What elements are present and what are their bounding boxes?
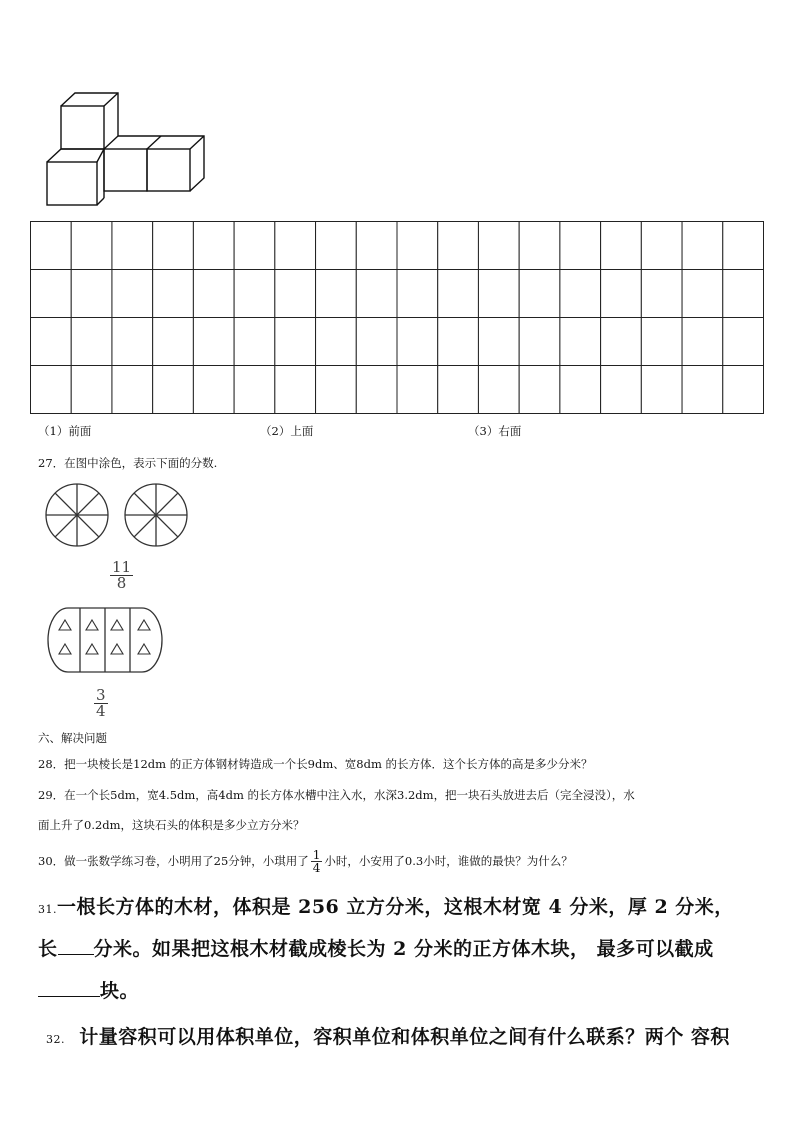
answer-blank-count[interactable]	[38, 979, 100, 997]
grid-cell[interactable]	[438, 366, 479, 414]
grid-cell[interactable]	[601, 222, 642, 270]
grid-cell[interactable]	[641, 318, 682, 366]
grid-cell[interactable]	[641, 270, 682, 318]
fraction-11-8	[110, 560, 133, 591]
grid-cell[interactable]	[682, 222, 723, 270]
section-heading: 六、解决问题	[38, 731, 107, 745]
view-label-top: （2）上面	[260, 424, 314, 438]
question-30-before: 30．做一张数学练习卷，小明用了25分钟，小琪用了	[38, 854, 309, 868]
grid-cell[interactable]	[519, 318, 560, 366]
grid-cell[interactable]	[112, 222, 153, 270]
view-label-right: （3）右面	[468, 424, 522, 438]
grid-cell[interactable]	[112, 318, 153, 366]
view-label-front: （1）前面	[38, 424, 92, 438]
grid-cell[interactable]	[71, 270, 112, 318]
question-31-line1	[38, 892, 734, 919]
grid-cell[interactable]	[560, 366, 601, 414]
answer-blank-length[interactable]	[58, 937, 94, 955]
grid-cell[interactable]	[193, 270, 234, 318]
grid-cell[interactable]	[275, 222, 316, 270]
grid-cell[interactable]	[560, 318, 601, 366]
grid-cell[interactable]	[601, 366, 642, 414]
grid-cell[interactable]	[356, 318, 397, 366]
grid-cell[interactable]	[478, 318, 519, 366]
question-27-text: 在图中涂色，表示下面的分数.	[64, 456, 218, 470]
question-31-text-1: 一根长方体的木材，体积是 256 立方分米，这根木材宽 4 分米，厚 2 分米，	[57, 896, 734, 918]
grid-cell[interactable]	[519, 270, 560, 318]
grid-cell[interactable]	[519, 366, 560, 414]
grid-cell[interactable]	[316, 366, 357, 414]
grid-cell[interactable]	[193, 222, 234, 270]
question-32	[46, 1022, 730, 1049]
circles-eighths	[44, 482, 194, 552]
fraction-3-4-denominator: 4	[96, 702, 106, 720]
grid-cell[interactable]	[682, 318, 723, 366]
fraction-1-4-denominator: 4	[312, 860, 321, 875]
fraction-1-4-numerator: 1	[312, 847, 321, 862]
grid-cell[interactable]	[31, 270, 72, 318]
grid-cell[interactable]	[275, 366, 316, 414]
grid-cell[interactable]	[153, 270, 194, 318]
circle-left[interactable]	[46, 484, 108, 546]
grid-cell[interactable]	[356, 366, 397, 414]
grid-cell[interactable]	[234, 222, 275, 270]
question-27-number: 27．	[38, 456, 65, 470]
grid-cell[interactable]	[71, 366, 112, 414]
grid-cell[interactable]	[560, 270, 601, 318]
question-32-number: 32.	[46, 1033, 65, 1046]
grid-cell[interactable]	[356, 222, 397, 270]
question-31-text-2a: 长	[38, 938, 58, 960]
grid-cell[interactable]	[397, 318, 438, 366]
grid-cell[interactable]	[112, 366, 153, 414]
grid-cell[interactable]	[153, 366, 194, 414]
fraction-1-4	[311, 849, 323, 874]
grid-cell[interactable]	[478, 366, 519, 414]
grid-cell[interactable]	[31, 366, 72, 414]
grid-cell[interactable]	[723, 222, 764, 270]
grid-cell[interactable]	[560, 222, 601, 270]
question-30-after: 小时，小安用了0.3小时，谁做的最快？为什么？	[324, 854, 573, 868]
question-27	[38, 455, 217, 471]
question-30	[38, 844, 573, 878]
grid-cell[interactable]	[234, 318, 275, 366]
question-29-line1: 29．在一个长5dm，宽4.5dm，高4dm 的长方体水槽中注入水，水深3.2dm，把一块石头放进去后（完全浸没），水	[38, 788, 635, 802]
grid-cell[interactable]	[438, 270, 479, 318]
grid-cell[interactable]	[397, 270, 438, 318]
grid-cell[interactable]	[397, 366, 438, 414]
cube-figure	[40, 90, 215, 208]
grid-cell[interactable]	[438, 222, 479, 270]
question-31-line2	[38, 934, 714, 961]
circle-right[interactable]	[125, 484, 187, 546]
grid-cell[interactable]	[71, 318, 112, 366]
drawing-grid	[30, 221, 764, 415]
fraction-11-8-denominator: 8	[116, 574, 127, 592]
grid-cell[interactable]	[153, 222, 194, 270]
grid-cell[interactable]	[71, 222, 112, 270]
question-31-text-3: 块。	[100, 980, 140, 1002]
grid-cell[interactable]	[275, 318, 316, 366]
fraction-11-8-numerator: 11	[112, 558, 132, 576]
grid-cell[interactable]	[682, 366, 723, 414]
grid-cell[interactable]	[723, 270, 764, 318]
grid-cell[interactable]	[193, 366, 234, 414]
grid-cell[interactable]	[478, 270, 519, 318]
question-31-line3	[38, 976, 139, 1003]
grid-cell[interactable]	[112, 270, 153, 318]
grid-cell[interactable]	[723, 318, 764, 366]
fraction-3-4	[94, 688, 108, 719]
grid-cell[interactable]	[601, 318, 642, 366]
grid-cell[interactable]	[397, 222, 438, 270]
grid-cell[interactable]	[316, 318, 357, 366]
grid-cell[interactable]	[682, 270, 723, 318]
grid-cell[interactable]	[193, 318, 234, 366]
fraction-3-4-numerator: 3	[96, 686, 106, 704]
triangles-shape[interactable]	[46, 606, 164, 674]
grid-cell[interactable]	[519, 222, 560, 270]
grid-cell[interactable]	[641, 366, 682, 414]
grid-cell[interactable]	[275, 270, 316, 318]
grid-cell[interactable]	[31, 318, 72, 366]
grid-cell[interactable]	[478, 222, 519, 270]
grid-cell[interactable]	[316, 222, 357, 270]
question-28: 28．把一块棱长是12dm 的正方体钢材铸造成一个长9dm、宽8dm 的长方体．这个长方体的高是多少分米？	[38, 757, 593, 771]
question-29-line2: 面上升了0.2dm，这块石头的体积是多少立方分米？	[38, 818, 305, 832]
grid-cell[interactable]	[153, 318, 194, 366]
grid-cell[interactable]	[601, 270, 642, 318]
grid-cell[interactable]	[316, 270, 357, 318]
question-32-text: 计量容积可以用体积单位，容积单位和体积单位之间有什么联系？两个 容积	[79, 1026, 730, 1048]
grid-cell[interactable]	[31, 222, 72, 270]
grid-cell[interactable]	[641, 222, 682, 270]
grid-cell[interactable]	[234, 270, 275, 318]
grid-cell[interactable]	[723, 366, 764, 414]
grid-cell[interactable]	[438, 318, 479, 366]
question-31-text-2b: 分米。如果把这根木材截成棱长为 2 分米的正方体木块， 最多可以截成	[93, 938, 714, 960]
grid-cell[interactable]	[356, 270, 397, 318]
question-31-number: 31.	[38, 903, 57, 916]
grid-cell[interactable]	[234, 366, 275, 414]
